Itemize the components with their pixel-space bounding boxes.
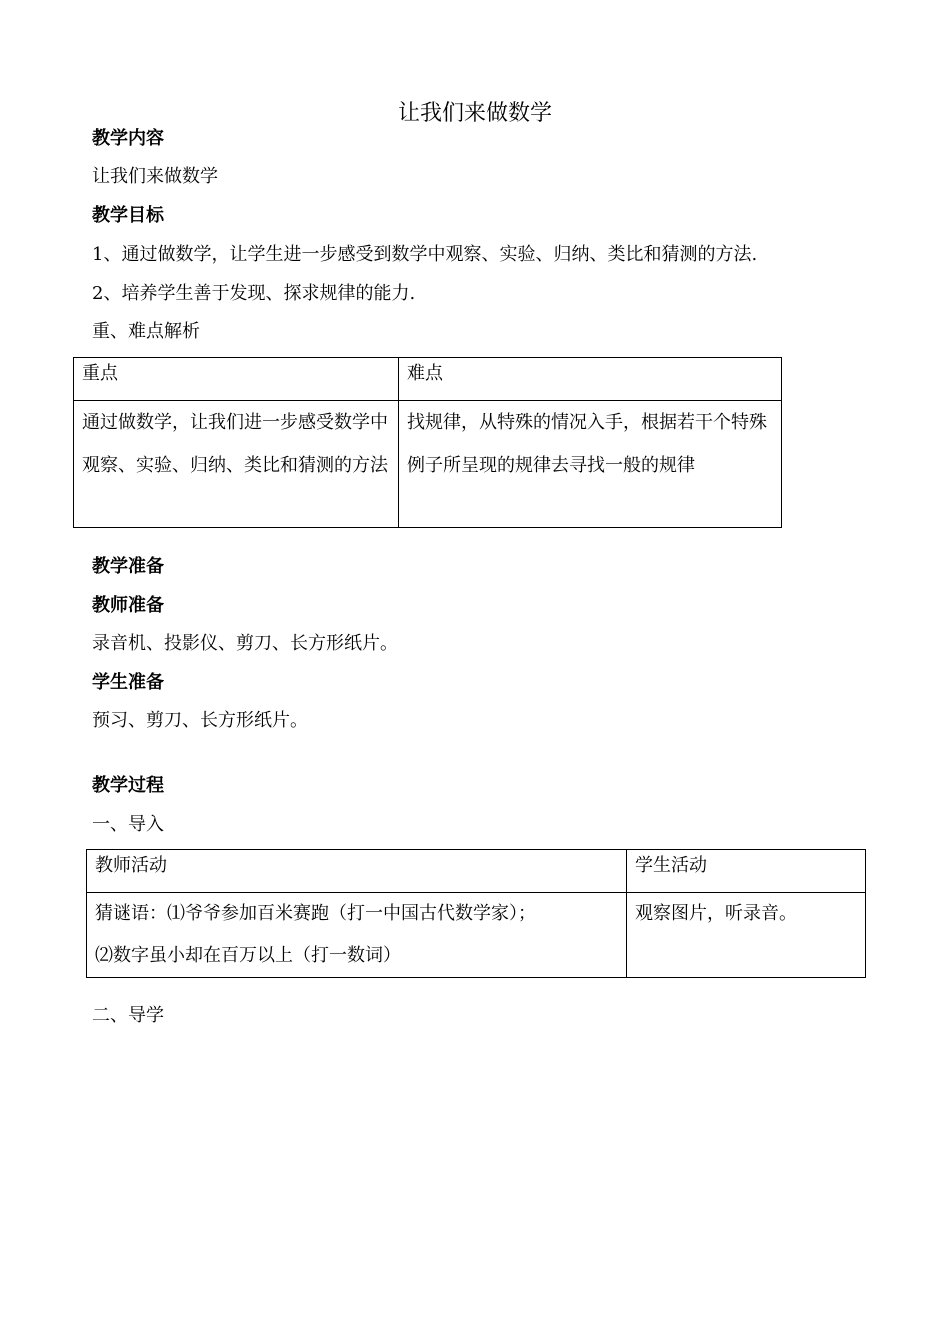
goals-heading: 教学目标 [92, 205, 164, 226]
key-points-header: 重点 [74, 358, 399, 401]
prep-heading: 教学准备 [92, 556, 164, 577]
teacher-activity-header: 教师活动 [87, 850, 627, 893]
difficulties-header: 难点 [399, 358, 782, 401]
key-points-cell: 通过做数学，让我们进一步感受数学中观察、实验、归纳、类比和猜测的方法 [74, 401, 399, 528]
student-activity-cell: 观察图片，听录音。 [627, 893, 866, 978]
content-heading: 教学内容 [92, 128, 164, 149]
goal-1: 1、通过做数学，让学生进一步感受到数学中观察、实验、归纳、类比和猜测的方法. [92, 244, 758, 265]
process-heading: 教学过程 [92, 775, 164, 796]
riddle-line-1: 猜谜语：⑴爷爷参加百米赛跑（打一中国古代数学家）； [95, 903, 536, 924]
student-prep-heading: 学生准备 [92, 672, 164, 693]
activity-table [86, 849, 866, 978]
goal-2: 2、培养学生善于发现、探求规律的能力. [92, 283, 416, 304]
key-points-table [73, 357, 782, 528]
teacher-activity-cell [87, 893, 627, 978]
teacher-prep-text: 录音机、投影仪、剪刀、长方形纸片。 [92, 633, 398, 654]
analysis-heading: 重、难点解析 [92, 321, 200, 342]
difficulties-cell: 找规律，从特殊的情况入手，根据若干个特殊例子所呈现的规律去寻找一般的规律 [399, 401, 782, 528]
student-prep-text: 预习、剪刀、长方形纸片。 [92, 710, 308, 731]
content-text: 让我们来做数学 [92, 166, 218, 187]
step-guide: 二、导学 [92, 1005, 164, 1026]
page-title: 让我们来做数学 [397, 101, 552, 126]
student-activity-header: 学生活动 [627, 850, 866, 893]
riddle-line-2: ⑵数字虽小却在百万以上（打一数词） [95, 945, 401, 966]
step-intro: 一、导入 [92, 814, 164, 835]
teacher-prep-heading: 教师准备 [92, 595, 164, 616]
